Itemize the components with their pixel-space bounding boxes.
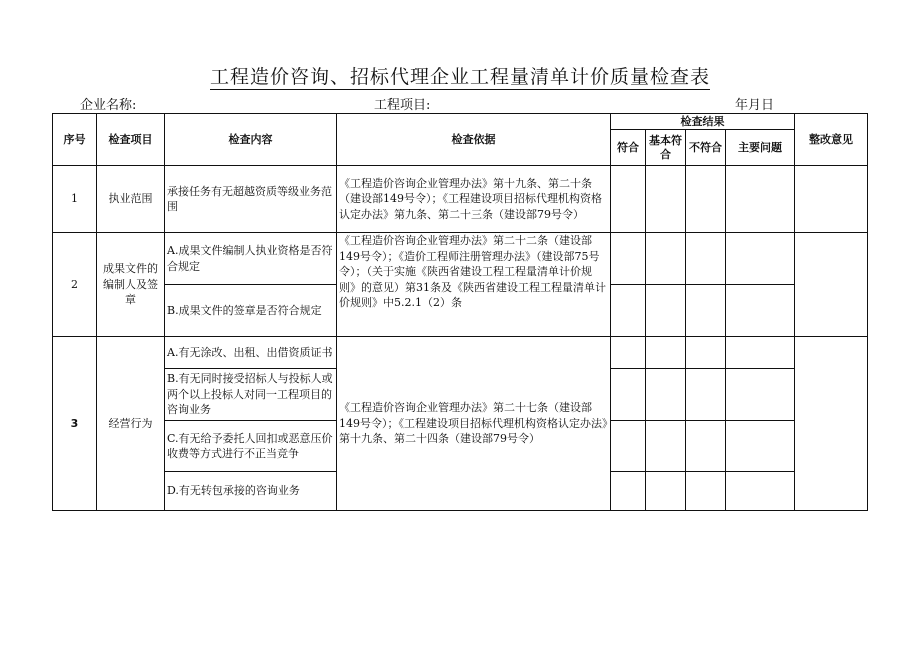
header-result: 检查结果 bbox=[611, 114, 795, 130]
main-issue-cell[interactable] bbox=[726, 421, 795, 472]
main-issue-cell[interactable] bbox=[726, 166, 795, 233]
header-not-conform: 不符合 bbox=[686, 130, 726, 166]
row-content: 承接任务有无超越资质等级业务范围 bbox=[165, 166, 337, 233]
conform-cell[interactable] bbox=[611, 166, 646, 233]
header-basic-conform: 基本符合 bbox=[646, 130, 686, 166]
conform-cell[interactable] bbox=[611, 369, 646, 421]
row-content: B.成果文件的签章是否符合规定 bbox=[165, 285, 337, 337]
project-label: 工程项目: bbox=[374, 98, 431, 113]
conform-cell[interactable] bbox=[611, 337, 646, 369]
not-conform-cell[interactable] bbox=[686, 337, 726, 369]
not-conform-cell[interactable] bbox=[686, 233, 726, 285]
conform-cell[interactable] bbox=[611, 472, 646, 511]
basic-conform-cell[interactable] bbox=[646, 285, 686, 337]
not-conform-cell[interactable] bbox=[686, 285, 726, 337]
row-seq: 3 bbox=[53, 337, 97, 511]
main-issue-cell[interactable] bbox=[726, 285, 795, 337]
table-row bbox=[53, 233, 868, 285]
not-conform-cell[interactable] bbox=[686, 472, 726, 511]
header-conform: 符合 bbox=[611, 130, 646, 166]
not-conform-cell[interactable] bbox=[686, 166, 726, 233]
row-basis: 《工程造价咨询企业管理办法》第二十二条（建设部149号令）；《造价工程师注册管理办法》（建设部75号令）；（关于实施《陕西省建设工程工程量清单计价规则》的意见）第31条及《陕西省建设工程工程量清单计价规则》中5.2.1（2）条 bbox=[337, 233, 611, 337]
row-seq: 1 bbox=[53, 166, 97, 233]
rectify-cell[interactable] bbox=[795, 166, 868, 233]
header-basis: 检查依据 bbox=[337, 114, 611, 166]
basic-conform-cell[interactable] bbox=[646, 166, 686, 233]
rectify-cell[interactable] bbox=[795, 337, 868, 511]
header-row bbox=[53, 114, 868, 130]
row-basis: 《工程造价咨询企业管理办法》第二十七条（建设部149号令）；《工程建设项目招标代理机构资格认定办法》第十九条、第二十四条（建设部79号令） bbox=[337, 337, 611, 511]
basic-conform-cell[interactable] bbox=[646, 421, 686, 472]
company-name-label: 企业名称: bbox=[80, 98, 137, 113]
row-content: C.有无给予委托人回扣或恶意压价收费等方式进行不正当竞争 bbox=[165, 421, 337, 472]
header-item: 检查项目 bbox=[97, 114, 165, 166]
page-title: 工程造价咨询、招标代理企业工程量清单计价质量检查表 bbox=[209, 66, 710, 88]
conform-cell[interactable] bbox=[611, 285, 646, 337]
row-content: D.有无转包承接的咨询业务 bbox=[165, 472, 337, 511]
row-item: 成果文件的编制人及签章 bbox=[97, 233, 165, 337]
main-issue-cell[interactable] bbox=[726, 369, 795, 421]
table-row bbox=[53, 337, 868, 369]
row-content: A.成果文件编制人执业资格是否符合规定 bbox=[165, 233, 337, 285]
table-row bbox=[53, 166, 868, 233]
conform-cell[interactable] bbox=[611, 421, 646, 472]
row-seq: 2 bbox=[53, 233, 97, 337]
inspection-table bbox=[52, 113, 868, 511]
header-content: 检查内容 bbox=[165, 114, 337, 166]
row-item: 经营行为 bbox=[97, 337, 165, 511]
basic-conform-cell[interactable] bbox=[646, 369, 686, 421]
date-label: 年月日 bbox=[735, 98, 775, 113]
not-conform-cell[interactable] bbox=[686, 421, 726, 472]
basic-conform-cell[interactable] bbox=[646, 233, 686, 285]
basic-conform-cell[interactable] bbox=[646, 472, 686, 511]
header-seq: 序号 bbox=[53, 114, 97, 166]
main-issue-cell[interactable] bbox=[726, 472, 795, 511]
rectify-cell[interactable] bbox=[795, 233, 868, 337]
basic-conform-cell[interactable] bbox=[646, 337, 686, 369]
main-issue-cell[interactable] bbox=[726, 233, 795, 285]
main-issue-cell[interactable] bbox=[726, 337, 795, 369]
not-conform-cell[interactable] bbox=[686, 369, 726, 421]
row-basis: 《工程造价咨询企业管理办法》第十九条、第二十条（建设部149号令）；《工程建设项目招标代理机构资格认定办法》第九条、第二十三条（建设部79号令） bbox=[337, 166, 611, 233]
row-content: B.有无同时接受招标人与投标人或两个以上投标人对同一工程项目的咨询业务 bbox=[165, 369, 337, 421]
header-main-issue: 主要问题 bbox=[726, 130, 795, 166]
conform-cell[interactable] bbox=[611, 233, 646, 285]
header-rectify: 整改意见 bbox=[795, 114, 868, 166]
row-item: 执业范围 bbox=[97, 166, 165, 233]
row-content: A.有无涂改、出租、出借资质证书 bbox=[165, 337, 337, 369]
